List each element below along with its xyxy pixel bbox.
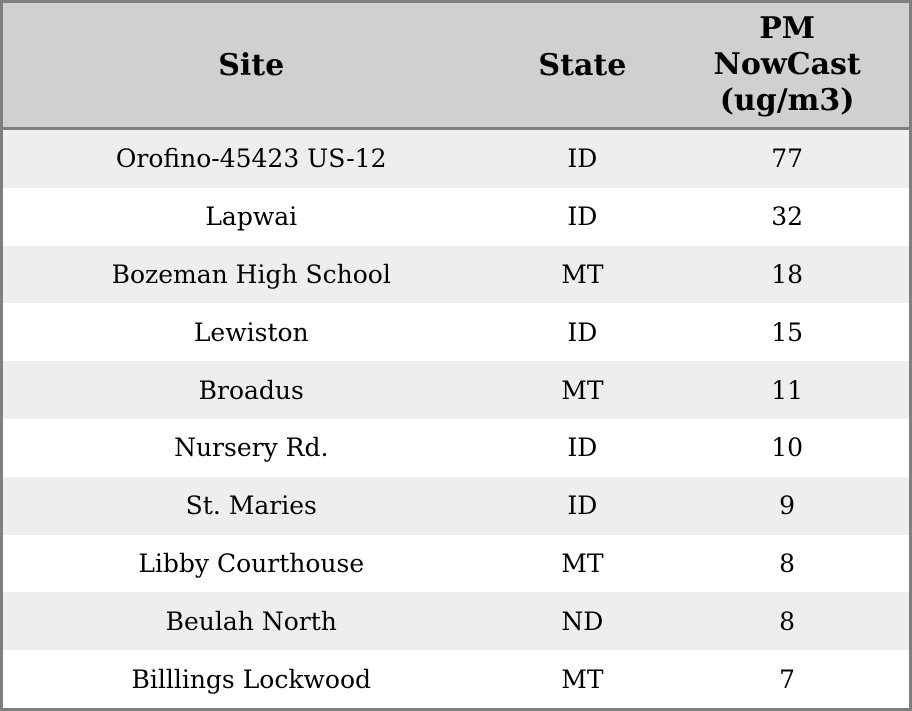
table-header-row <box>3 3 909 130</box>
cell-site: Lapwai <box>205 202 298 232</box>
table-row <box>3 188 909 246</box>
cell-state: ID <box>567 491 598 521</box>
column-header-state <box>499 3 665 127</box>
cell-site: Lewiston <box>193 317 309 347</box>
cell-state: ND <box>561 606 604 636</box>
table-row <box>3 246 909 304</box>
cell-state: ID <box>567 202 598 232</box>
table-row <box>3 130 909 188</box>
cell-state: MT <box>561 259 604 289</box>
table-body <box>3 130 909 708</box>
cell-state: ID <box>567 433 598 463</box>
table-row <box>3 535 909 593</box>
cell-pm-value: 18 <box>771 259 804 289</box>
cell-pm-value: 7 <box>779 664 796 694</box>
column-header-site-label: Site <box>218 47 285 83</box>
table-row <box>3 477 909 535</box>
cell-state: ID <box>567 144 598 174</box>
cell-site: Billlings Lockwood <box>131 664 372 694</box>
cell-pm-value: 9 <box>779 491 796 521</box>
table-row <box>3 592 909 650</box>
cell-state: MT <box>561 664 604 694</box>
cell-site: Broadus <box>198 375 304 405</box>
cell-pm-value: 77 <box>771 144 804 174</box>
cell-state: MT <box>561 548 604 578</box>
table-row <box>3 419 909 477</box>
cell-state: MT <box>561 375 604 405</box>
cell-pm-value: 8 <box>779 606 796 636</box>
column-header-pm-nowcast <box>665 3 909 127</box>
table-row <box>3 303 909 361</box>
cell-site: Orofino-45423 US-12 <box>115 144 387 174</box>
column-header-pm-nowcast-label: PM NowCast (ug/m3) <box>713 11 861 118</box>
column-header-site <box>3 3 499 127</box>
cell-pm-value: 32 <box>771 202 804 232</box>
column-header-state-label: State <box>538 47 627 83</box>
cell-site: Libby Courthouse <box>138 548 365 578</box>
table-row <box>3 650 909 708</box>
cell-pm-value: 8 <box>779 548 796 578</box>
cell-pm-value: 11 <box>771 375 804 405</box>
cell-state: ID <box>567 317 598 347</box>
cell-site: Beulah North <box>165 606 337 636</box>
cell-pm-value: 15 <box>771 317 804 347</box>
cell-site: St. Maries <box>185 491 317 521</box>
cell-site: Bozeman High School <box>111 259 391 289</box>
cell-pm-value: 10 <box>771 433 804 463</box>
cell-site: Nursery Rd. <box>174 433 329 463</box>
table-row <box>3 361 909 419</box>
